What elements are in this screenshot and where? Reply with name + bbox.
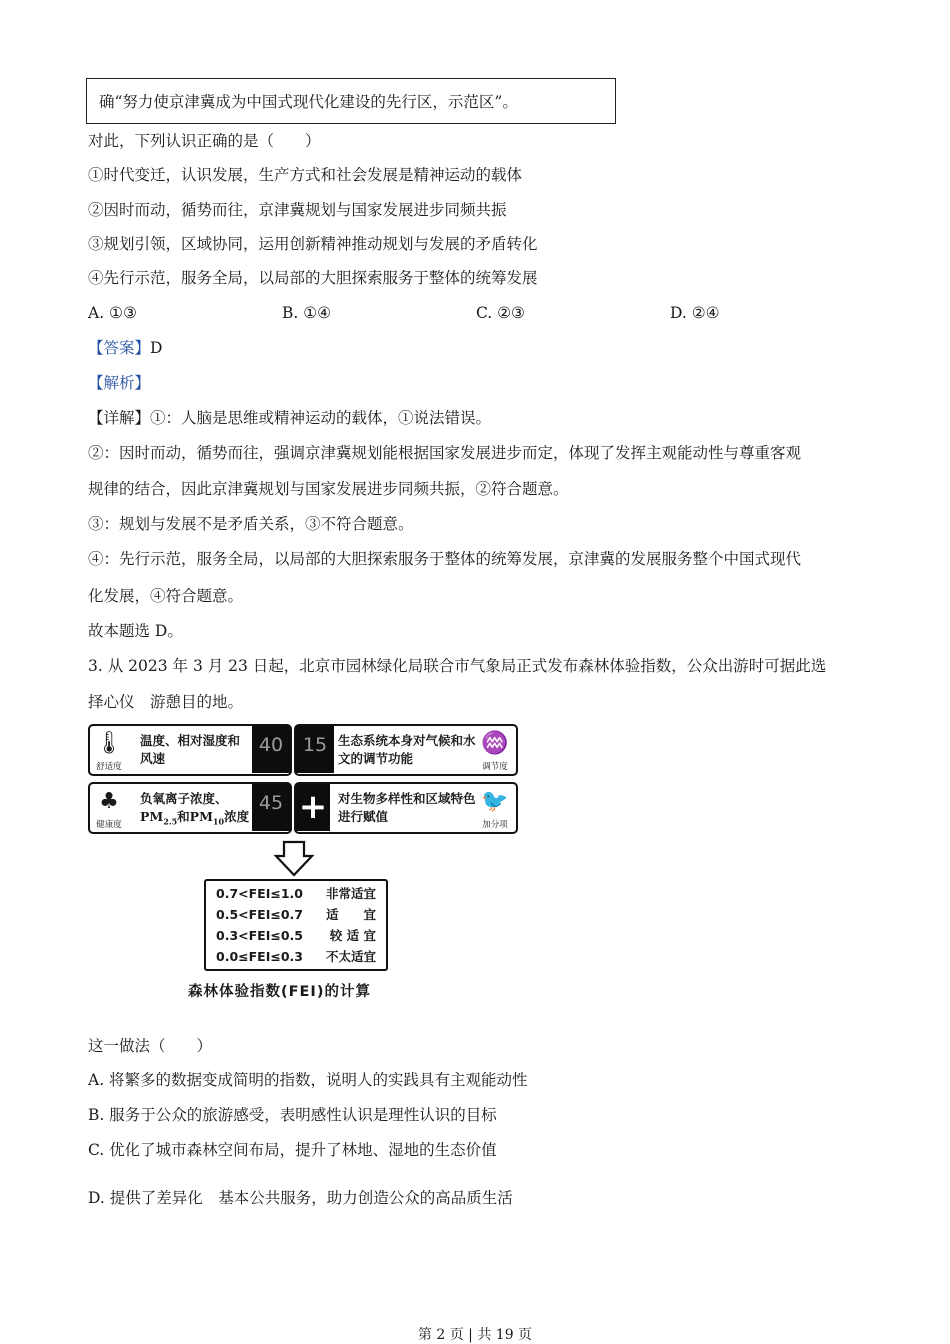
q3-option-c: C. 优化了城市森林空间布局，提升了林地、湿地的生态价值 xyxy=(88,1141,497,1159)
answer-tag: 【答案】 xyxy=(88,339,151,357)
range-1-level: 非常适宜 xyxy=(325,886,376,901)
quote-box xyxy=(86,78,616,124)
card-regulation xyxy=(294,724,518,776)
figure-caption: 森林体验指数(FEI)的计算 xyxy=(188,984,371,1000)
card-regulation-label: 调节度 xyxy=(482,762,508,772)
detail-4b: 化发展，④符合题意。 xyxy=(88,587,244,605)
detail-2a: ②：因时而动，循势而往，强调京津冀规划能根据国家发展进步而定，体现了发挥主观能动性与尊重客观 xyxy=(88,444,802,462)
q2-stem: 对此，下列认识正确的是（ ） xyxy=(88,132,321,150)
bird-icon: 🐦 加分项 xyxy=(478,787,512,831)
q3-stem-1: 3. 从 2023 年 3 月 23 日起，北京市园林绿化局联合市气象局正式发布森林体验指数，公众出游时可据此选 xyxy=(88,657,827,675)
thermometer-droplet-icon: 🌡 舒适度 xyxy=(92,729,126,773)
card-health-text-4: 浓度 xyxy=(224,809,250,824)
card-health xyxy=(88,782,292,834)
q2-statement-1: ①时代变迁，认识发展，生产方式和社会发展是精神运动的载体 xyxy=(88,166,523,184)
answer-line xyxy=(88,338,162,358)
quote-text: 确“努力使京津冀成为中国式现代化建设的先行区，示范区”。 xyxy=(99,93,518,111)
card-health-label: 健康度 xyxy=(96,820,122,830)
fei-figure xyxy=(88,724,520,1004)
range-2-level: 适 宜 xyxy=(325,907,376,922)
detail-2b: 规律的结合，因此京津冀规划与国家发展进步同频共振，②符合题意。 xyxy=(88,480,569,498)
q3-option-b: B. 服务于公众的旅游感受，表明感性认识是理性认识的目标 xyxy=(88,1106,497,1124)
q2-option-d: D. ②④ xyxy=(670,304,720,322)
range-3-level: 较 适 宜 xyxy=(329,928,376,943)
card-regulation-text: 生态系统本身对气候和水文的调节功能 xyxy=(338,733,476,766)
card-health-text-1: 负氧离子浓度、 xyxy=(140,791,228,806)
forest-city-icon: ♣ 健康度 xyxy=(92,787,126,831)
conclusion: 故本题选 D。 xyxy=(88,622,183,640)
range-2: 0.5<FEI≤0.7 xyxy=(216,907,303,922)
card-health-text-2: PM xyxy=(140,809,164,824)
card-bonus-text: 对生物多样性和区域特色进行赋值 xyxy=(338,791,476,824)
range-4: 0.0≤FEI≤0.3 xyxy=(216,949,303,964)
detail-line-1 xyxy=(88,408,491,428)
detail-tag: 【详解】 xyxy=(88,409,151,427)
q2-option-b: B. ①④ xyxy=(282,304,332,322)
card-comfort-label: 舒适度 xyxy=(96,762,122,772)
range-3: 0.3<FEI≤0.5 xyxy=(216,928,303,943)
q3-stem-2: 择心仪 游憩目的地。 xyxy=(88,693,244,711)
q2-statement-3: ③规划引领，区域协同，运用创新精神推动规划与发展的矛盾转化 xyxy=(88,235,538,253)
card-comfort xyxy=(88,724,292,776)
card-health-sub-2: 10 xyxy=(212,816,225,827)
card-regulation-value: 15 xyxy=(296,726,334,773)
plus-icon: + xyxy=(296,784,330,831)
answer-value: D xyxy=(150,339,163,357)
q2-statement-4: ④先行示范，服务全局，以局部的大胆探索服务于整体的统筹发展 xyxy=(88,269,538,287)
card-health-sub-1: 2.5 xyxy=(163,816,178,827)
q2-option-c: C. ②③ xyxy=(476,304,525,322)
down-arrow-icon xyxy=(274,840,314,878)
page-footer: 第 2 页 | 共 19 页 xyxy=(417,1327,533,1343)
card-health-value: 45 xyxy=(252,784,290,831)
card-bonus xyxy=(294,782,518,834)
analysis-line xyxy=(88,373,150,393)
detail-4a: ④：先行示范，服务全局，以局部的大胆探索服务于整体的统筹发展，京津冀的发展服务整个中国式现代 xyxy=(88,550,802,568)
analysis-tag: 【解析】 xyxy=(88,374,151,392)
q3-option-a: A. 将繁多的数据变成简明的指数，说明人的实践具有主观能动性 xyxy=(88,1071,528,1089)
range-1: 0.7<FEI≤1.0 xyxy=(216,886,303,901)
detail-3: ③：规划与发展不是矛盾关系，③不符合题意。 xyxy=(88,515,414,533)
fei-range-box xyxy=(204,879,388,971)
water-wave-icon: ♒ 调节度 xyxy=(478,729,512,773)
card-health-text xyxy=(140,790,256,831)
detail-1: ①：人脑是思维或精神运动的载体，①说法错误。 xyxy=(150,409,492,427)
card-bonus-label: 加分项 xyxy=(482,820,508,830)
card-comfort-value: 40 xyxy=(252,726,290,773)
range-4-level: 不太适宜 xyxy=(325,949,376,964)
q3-option-d: D. 提供了差异化 基本公共服务，助力创造公众的高品质生活 xyxy=(88,1189,513,1207)
q3-stem-3: 这一做法（ ） xyxy=(88,1037,213,1055)
card-comfort-text: 温度、相对湿度和风速 xyxy=(140,733,241,766)
q2-option-a: A. ①③ xyxy=(88,304,137,322)
q2-statement-2: ②因时而动，循势而往，京津冀规划与国家发展进步同频共振 xyxy=(88,201,507,219)
card-health-text-3: 和PM xyxy=(177,809,213,824)
